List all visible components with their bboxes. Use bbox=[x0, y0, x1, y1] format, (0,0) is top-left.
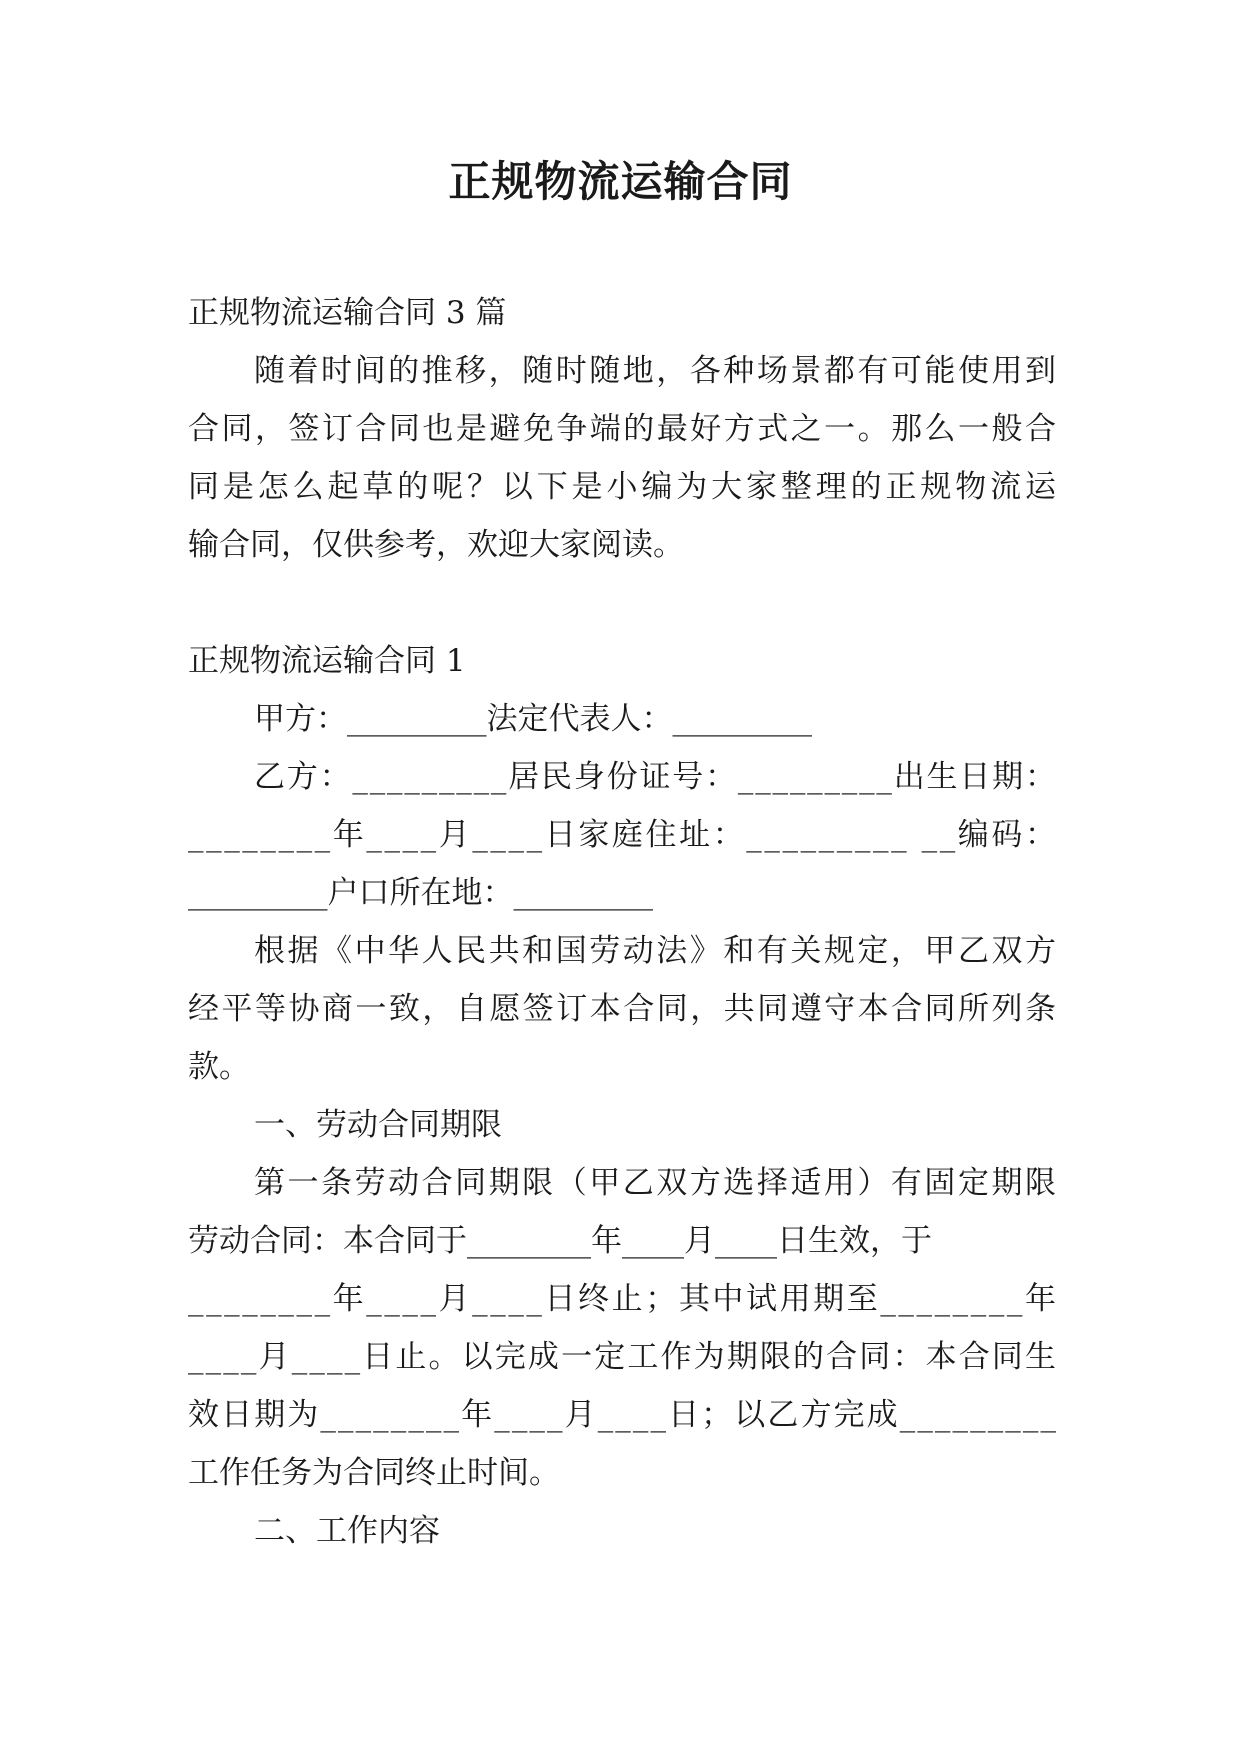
text-line: 正规物流运输合同 1 bbox=[188, 643, 466, 679]
document-body bbox=[188, 284, 1060, 1560]
text-line: 乙方：_________居民身份证号：_________出生日期： bbox=[254, 759, 1058, 795]
text-line: 输合同，仅供参考，欢迎大家阅读。 bbox=[188, 527, 684, 563]
text-line: 效日期为________年____月____日；以乙方完成_________ bbox=[188, 1397, 1059, 1433]
text-line: 甲方：_________法定代表人：_________ bbox=[254, 701, 812, 737]
text-line: ________年____月____日终止；其中试用期至________年 bbox=[188, 1281, 1059, 1317]
text-line: 同是怎么起草的呢？以下是小编为大家整理的正规物流运 bbox=[188, 469, 1060, 505]
text-line: _________户口所在地：_________ bbox=[188, 875, 653, 911]
text-line: 二、工作内容 bbox=[254, 1513, 440, 1549]
text-line: ________年____月____日家庭住址：_________ __编码： bbox=[188, 817, 1059, 853]
text-line: 工作任务为合同终止时间。 bbox=[188, 1455, 560, 1491]
text-line: 随着时间的推移，随时随地，各种场景都有可能使用到 bbox=[254, 353, 1059, 389]
text-line: 第一条劳动合同期限（甲乙双方选择适用）有固定期限 bbox=[254, 1165, 1059, 1201]
text-line: 款。 bbox=[188, 1049, 250, 1085]
text-line: 经平等协商一致，自愿签订本合同，共同遵守本合同所列条 bbox=[188, 991, 1059, 1027]
text-line: ____月____日止。以完成一定工作为期限的合同：本合同生 bbox=[188, 1339, 1059, 1375]
text-line: 一、劳动合同期限 bbox=[254, 1107, 502, 1143]
document-title: 正规物流运输合同 bbox=[448, 157, 793, 206]
text-line: 合同，签订合同也是避免争端的最好方式之一。那么一般合 bbox=[188, 411, 1059, 447]
text-line: 劳动合同：本合同于________年____月____日生效，于 bbox=[188, 1223, 932, 1259]
paragraph-gap bbox=[188, 574, 1056, 632]
text-line: 正规物流运输合同 3 篇 bbox=[188, 295, 507, 331]
text-line: 根据《中华人民共和国劳动法》和有关规定，甲乙双方 bbox=[254, 933, 1059, 969]
